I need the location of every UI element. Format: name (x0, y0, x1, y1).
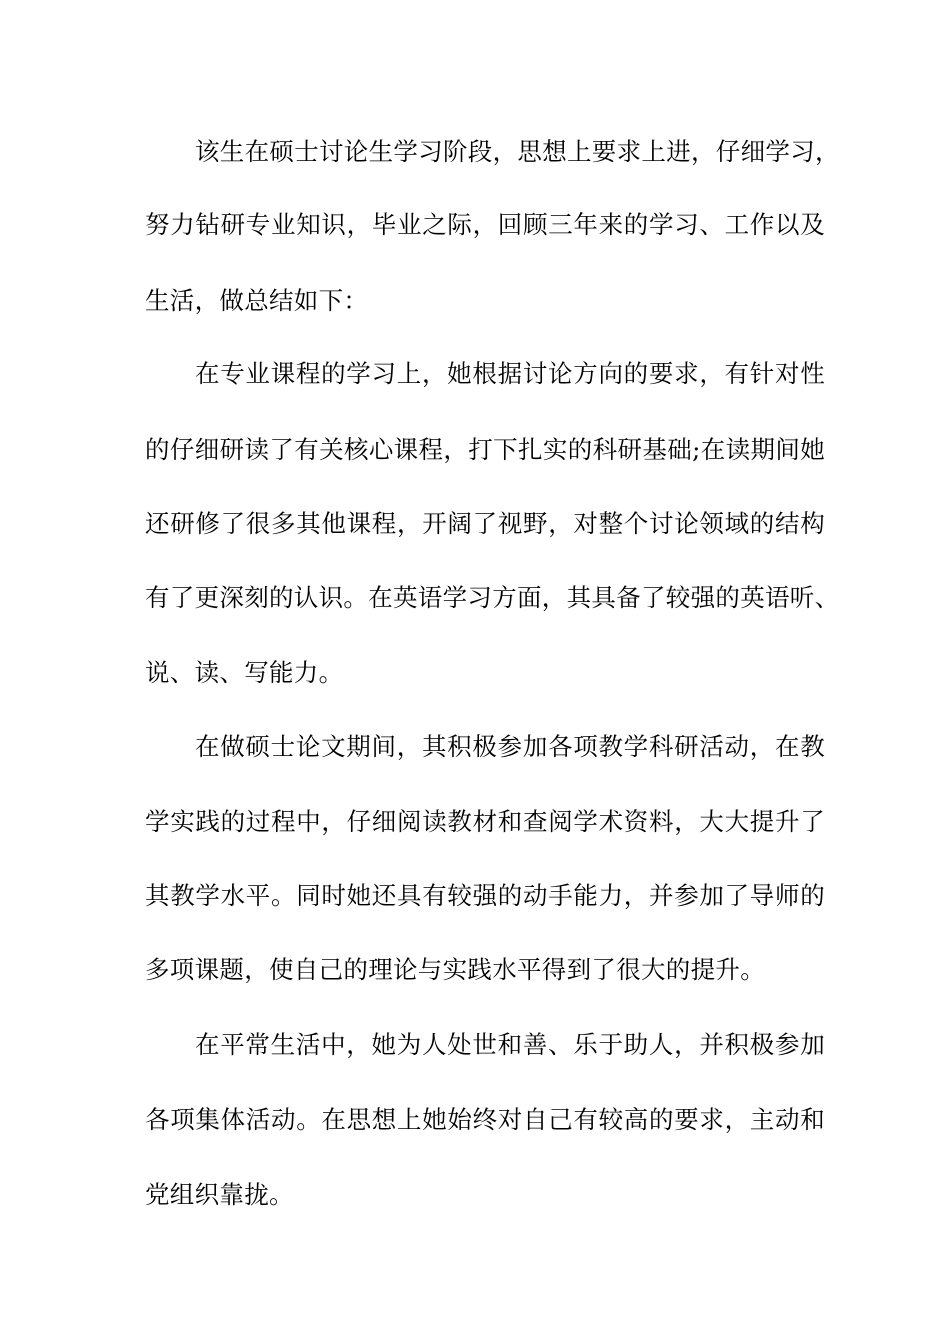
paragraph-line: 的仔细研读了有关核心课程，打下扎实的科研基础;在读期间她 (145, 435, 825, 464)
paragraph-line: 有了更深刻的认识。在英语学习方面，其具备了较强的英语听、 (145, 583, 840, 612)
paragraph-line: 在专业课程的学习上，她根据讨论方向的要求，有针对性 (195, 359, 825, 388)
paragraph-line: 该生在硕士讨论生学习阶段，思想上要求上进，仔细学习， (195, 137, 840, 166)
paragraph-line: 在平常生活中，她为人处世和善、乐于助人，并积极参加 (195, 1030, 825, 1059)
paragraph-line: 党组织靠拢。 (145, 1180, 294, 1209)
paragraph-line: 说、读、写能力。 (145, 658, 344, 687)
paragraph-line: 努力钻研专业知识，毕业之际，回顾三年来的学习、工作以及 (145, 210, 825, 239)
paragraph-line: 多项课题，使自己的理论与实践水平得到了很大的提升。 (145, 955, 765, 984)
paragraph-line: 各项集体活动。在思想上她始终对自己有较高的要求，主动和 (145, 1105, 825, 1134)
paragraph-line: 在做硕士论文期间，其积极参加各项教学科研活动，在教 (195, 732, 825, 761)
paragraph-line: 还研修了很多其他课程，开阔了视野，对整个讨论领域的结构 (145, 509, 825, 538)
paragraph-line: 其教学水平。同时她还具有较强的动手能力，并参加了导师的 (145, 881, 825, 910)
paragraph-line: 生活，做总结如下： (145, 286, 369, 315)
paragraph-line: 学实践的过程中，仔细阅读教材和查阅学术资料，大大提升了 (145, 807, 825, 836)
